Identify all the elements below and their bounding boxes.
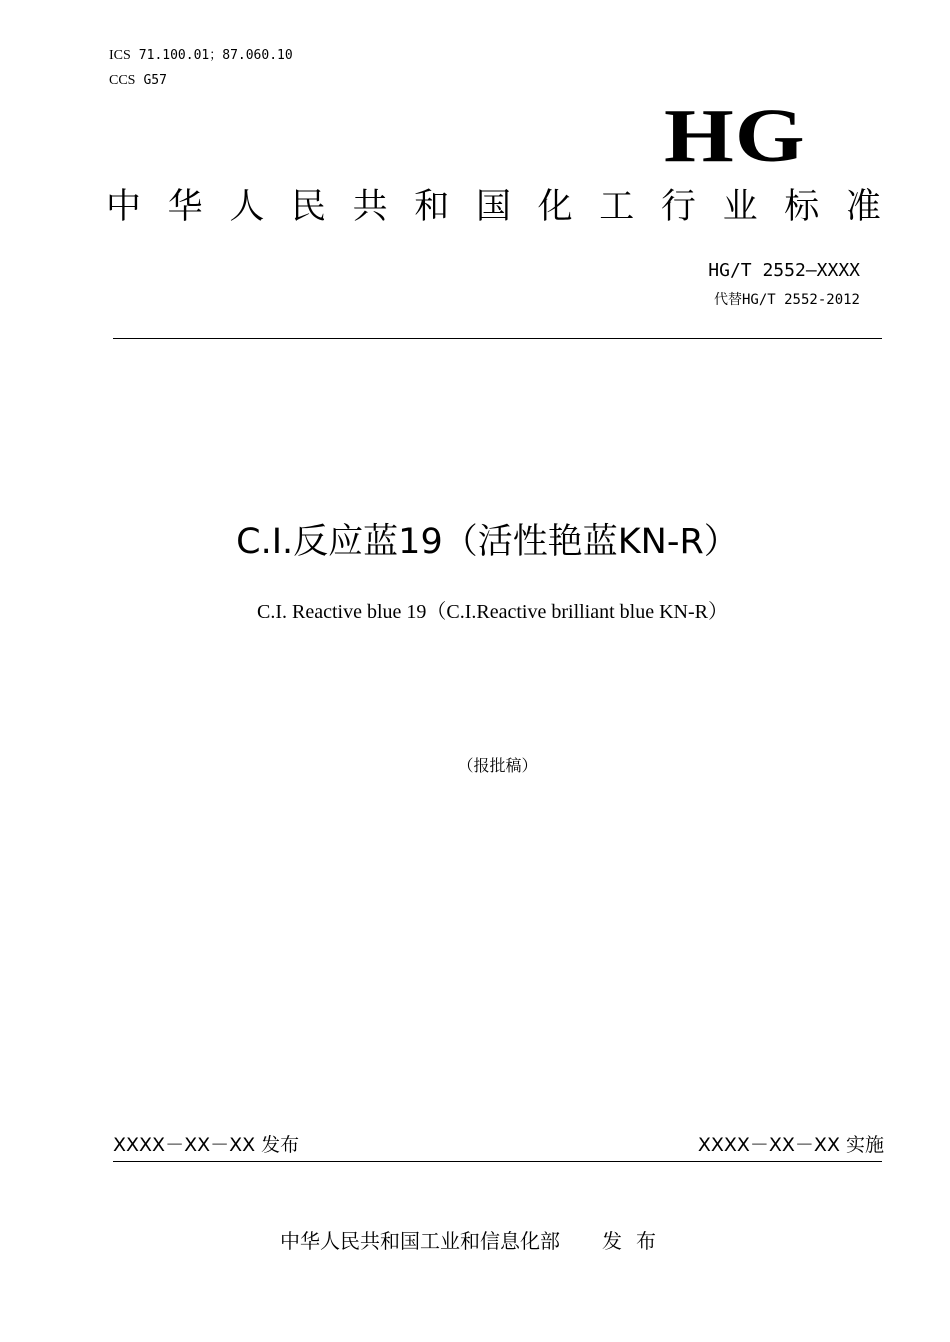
issuer-action: 发布 <box>602 1229 670 1253</box>
issuing-authority: 中华人民共和国工业和信息化部 <box>280 1229 560 1253</box>
ccs-code: G57 <box>143 73 167 88</box>
category-char: 民 <box>290 187 326 227</box>
publish-date: XXXX－XX－XX 发布 <box>113 1134 300 1156</box>
standard-category-title <box>106 184 881 230</box>
draft-status: （报批稿） <box>457 756 538 775</box>
ics-classification <box>109 47 293 65</box>
category-char: 华 <box>167 187 203 227</box>
category-char: 行 <box>660 187 696 227</box>
category-char: 和 <box>414 187 450 227</box>
category-char: 共 <box>352 187 388 227</box>
hg-logo: HG <box>664 94 806 178</box>
document-title-chinese: C.I.反应蓝19（活性艳蓝KN-R） <box>236 522 739 562</box>
category-char: 工 <box>599 187 635 227</box>
standard-number: HG/T 2552—XXXX <box>708 260 860 281</box>
category-char: 国 <box>475 187 511 227</box>
document-title-english: C.I. Reactive blue 19（C.I.Reactive brilliant blue KN-R） <box>257 601 728 623</box>
ics-label: ICS <box>109 48 131 63</box>
header-divider <box>113 338 882 339</box>
category-char: 人 <box>229 187 265 227</box>
ccs-classification <box>109 72 167 90</box>
footer-divider <box>113 1161 882 1162</box>
category-char: 业 <box>722 187 758 227</box>
ccs-label: CCS <box>109 73 136 88</box>
ics-code: 71.100.01；87.060.10 <box>138 48 293 63</box>
category-char: 中 <box>106 187 142 227</box>
category-char: 化 <box>537 187 573 227</box>
implement-date: XXXX－XX－XX 实施 <box>697 1134 884 1156</box>
replaces-standard: 代替HG/T 2552-2012 <box>713 292 860 308</box>
category-char: 准 <box>845 187 881 227</box>
category-char: 标 <box>784 187 820 227</box>
issuer-line <box>280 1227 670 1255</box>
